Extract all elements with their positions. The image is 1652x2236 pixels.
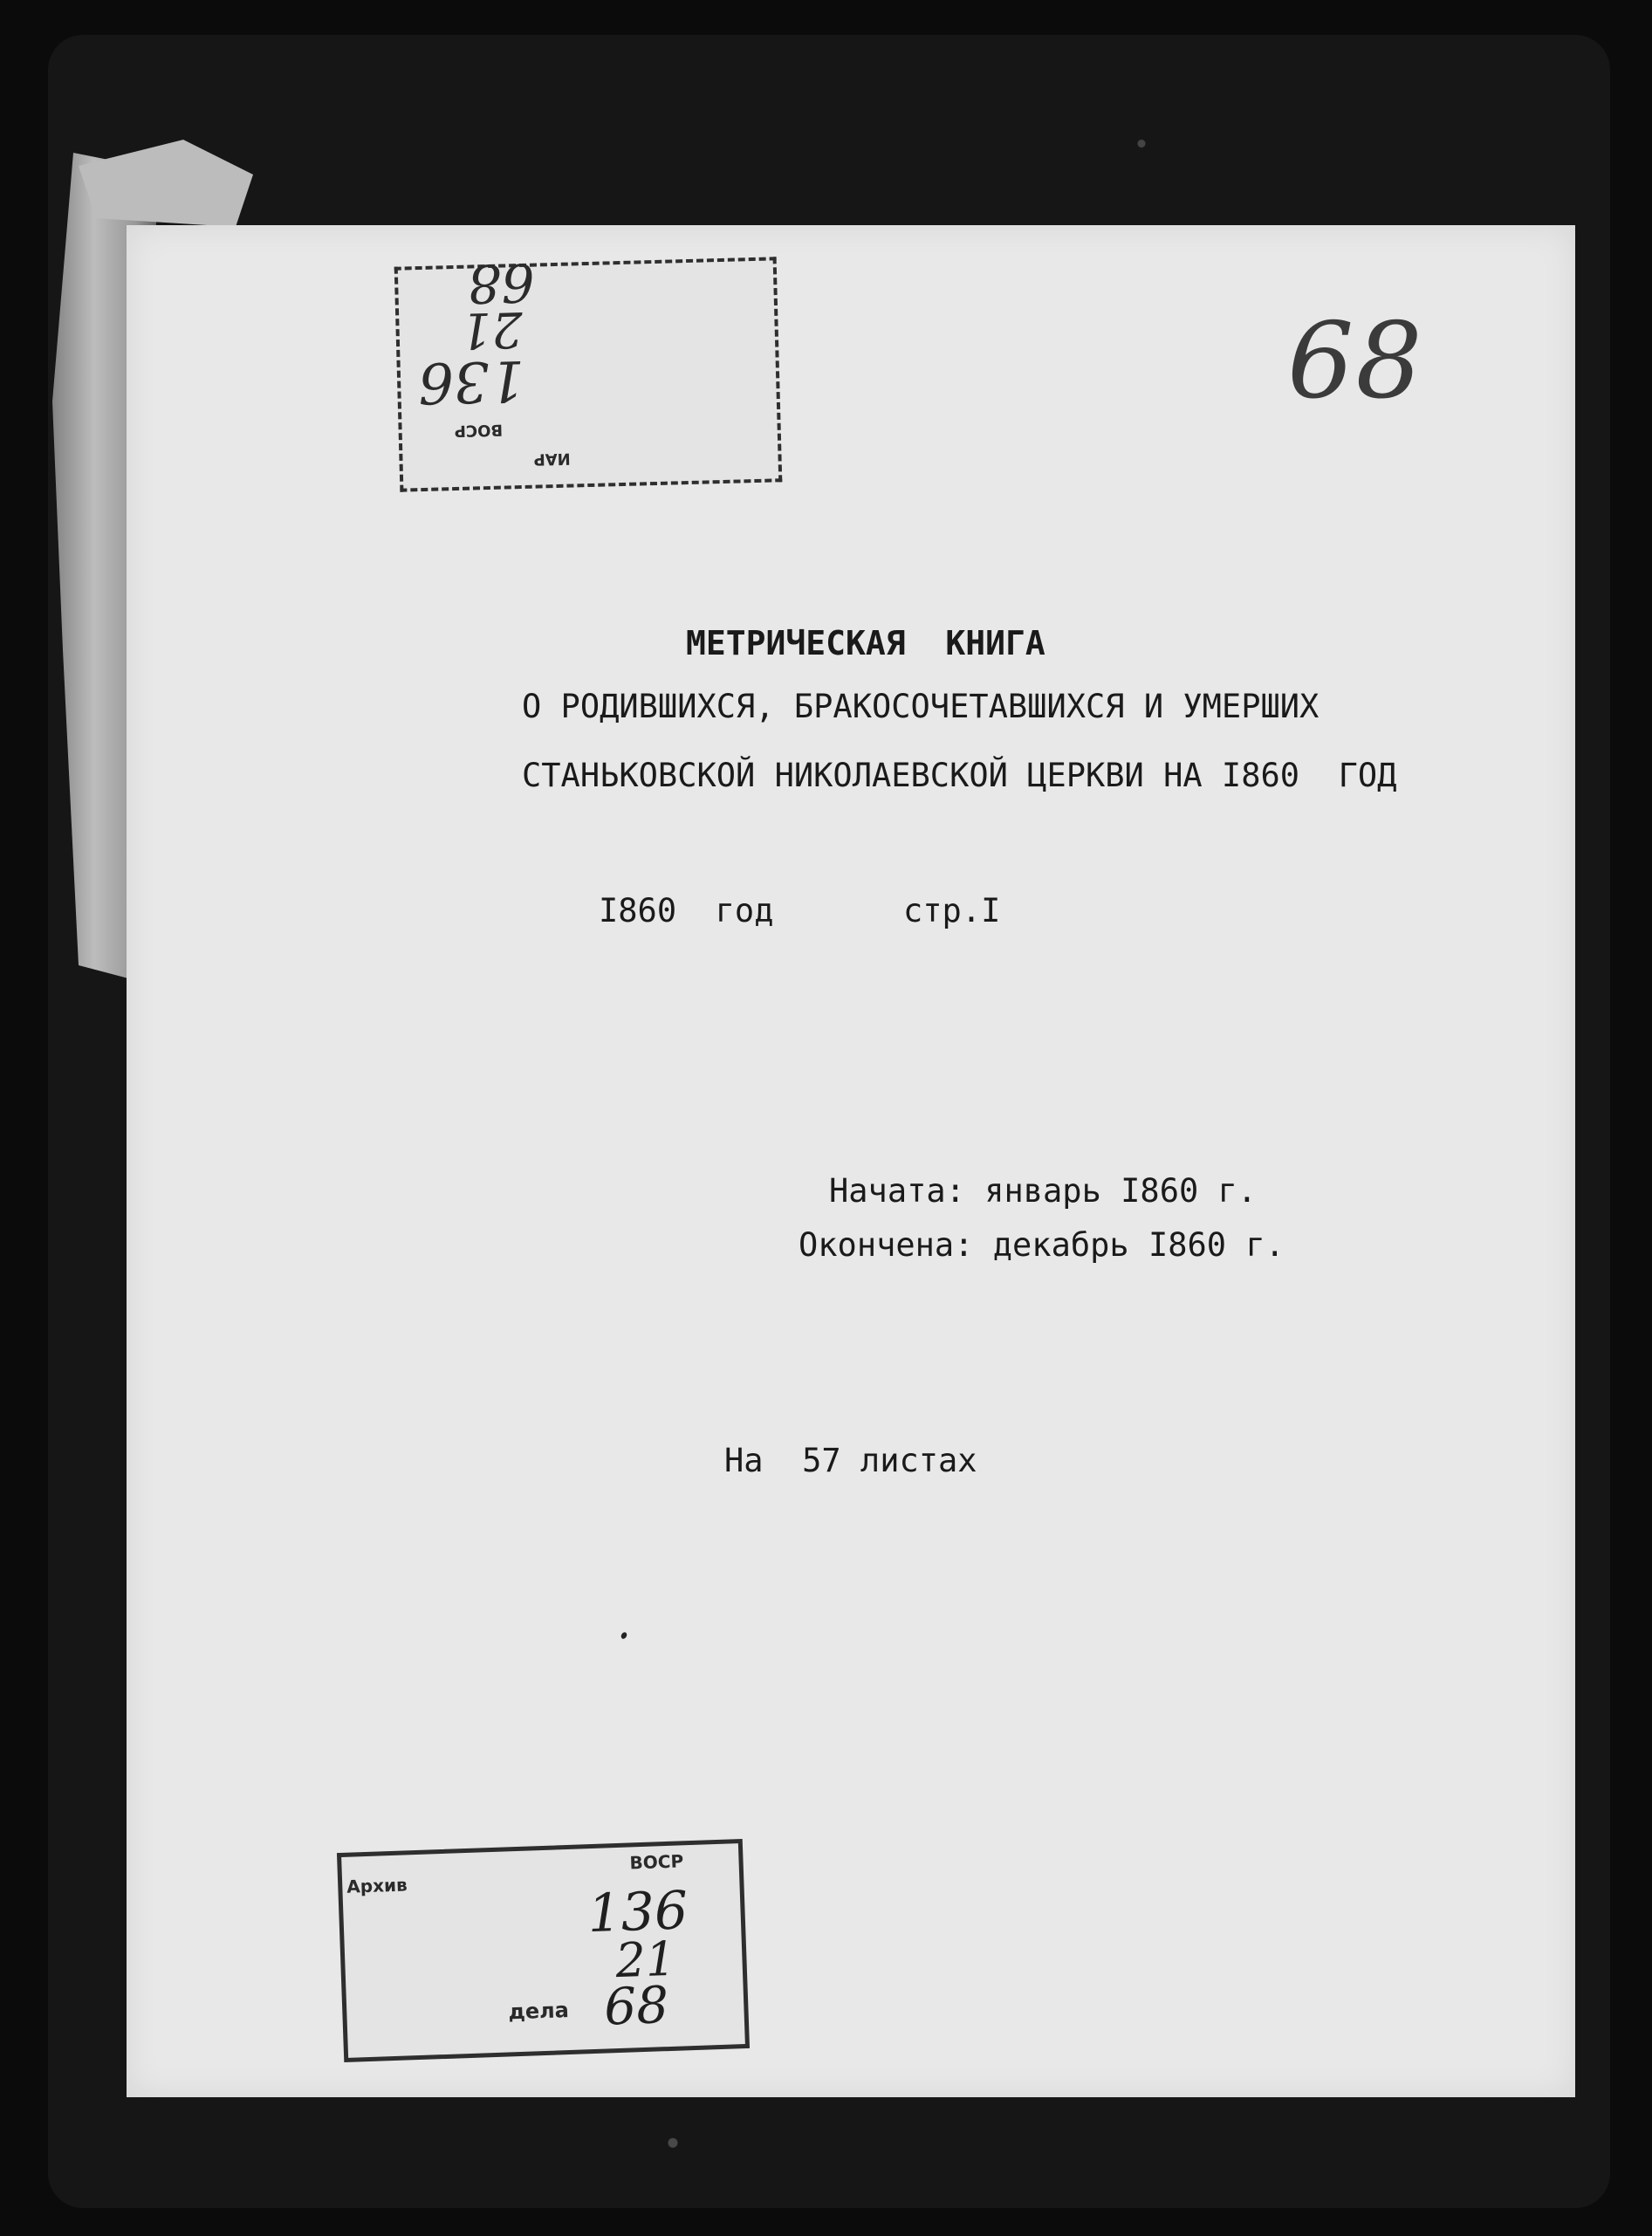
stamp-bottom-opis: 21	[614, 1931, 677, 1989]
end-date: Окончена: декабрь I860 г.	[799, 1226, 1285, 1264]
document-title: МЕТРИЧЕСКАЯ КНИГА	[686, 624, 1045, 662]
folio-number: 68	[1287, 301, 1424, 422]
start-date: Начата: январь I860 г.	[829, 1172, 1258, 1210]
stamp-top-label-1: ВОСР	[454, 420, 504, 441]
document-subtitle-line-1: О РОДИВШИХСЯ, БРАКОСОЧЕТАВШИХСЯ И УМЕРШИХ	[522, 688, 1320, 725]
year-label: I860 год	[599, 892, 774, 929]
document-page	[127, 225, 1575, 2097]
stamp-top-number-1: 68	[467, 250, 536, 314]
stamp-top-number-2: 21	[459, 299, 524, 359]
stamp-top-number-3: 136	[417, 346, 526, 415]
stamp-top-label-2: ИАР	[533, 449, 571, 469]
page-reference: стр.I	[903, 892, 1001, 929]
sheet-count: На 57 листах	[724, 1442, 977, 1479]
stamp-bottom-delo: 68	[603, 1975, 670, 2037]
stamp-bottom-fond: 136	[586, 1880, 689, 1945]
archive-stamp-bottom	[337, 1839, 750, 2062]
archive-stamp-top	[394, 250, 783, 491]
stamp-bottom-delo-label: дела	[507, 1998, 570, 2025]
stamp-bottom-header: ВОСР	[629, 1850, 684, 1874]
stamp-bottom-left-label: Архив	[346, 1874, 408, 1897]
document-subtitle-line-2: СТАНЬКОВСКОЙ НИКОЛАЕВСКОЙ ЦЕРКВИ НА I860 ГОД	[522, 757, 1397, 794]
